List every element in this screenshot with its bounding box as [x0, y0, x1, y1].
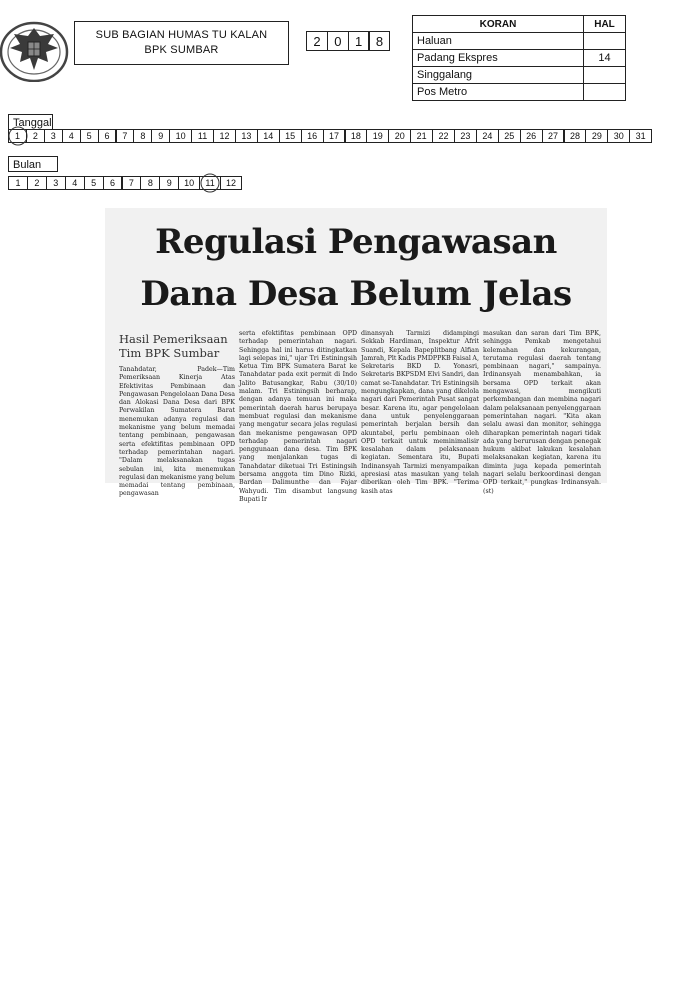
bulan-month-2: 2	[27, 176, 47, 190]
newspaper-name: Pos Metro	[413, 84, 584, 101]
tanggal-day-24: 24	[476, 129, 499, 143]
bulan-label: Bulan	[8, 156, 58, 172]
tanggal-day-21: 21	[410, 129, 433, 143]
article-column-3: dinansyah Tarmizi didampingi Sekkab Hardiman, Inspektur Afrit Suandi, Kepala Bapeplitbang Alfian Jamrah, Plt Kadis PMDPPKB Faisal A, Sekretaris BKD D. Yonasri, Sekretaris BKPSDM Elvi Sandri, dan camat se-Tanahdatar. Tri Estiningsih mengungkapkan, dana yang dikelola nagari dari Pemerintah Pusat sangat besar. Karena itu, agar pengelolaan dana untuk penyelenggaraan pemerintah berjalan bersih dan akuntabel, perlu pembinaan oleh OPD terkait untuk meminimalisir kesalahan dalam pelaksanaan kegiatan. Sementara itu, Bupati Indinansyah Tarmizi menyampaikan apresiasi atas masukan yang telah diberikan oleh Tim BPK. "Terima kasih atas	[361, 330, 479, 495]
tanggal-day-19: 19	[366, 129, 389, 143]
bulan-month-12: 12	[220, 176, 242, 190]
tanggal-day-26: 26	[520, 129, 543, 143]
article-column-4: masukan dan saran dari Tim BPK, sehingga Pemkab mengetahui kelemahan dan kekurangan, terutama regulasi daerah tentang pembinaan nagari," sampainya. Irdinansyah menambahkan, ia bersama OPD terkait akan mengawasi, mengikuti perkembangan dan membina nagari dalam pelaksanaan penyelenggaraan pemerintahan nagari. "Kita akan selalu awasi dan monitor, sehingga diharapkan pemerintah nagari tidak ada yang berurusan dengan penegak hukum akibat lakukan kesalahan melaksanakan kegiatan, karena itu diminta juga kepada pemerintah nagari selalu berkoordinasi dengan OPD terkait," pungkas Irdinansyah. (st)	[483, 330, 601, 495]
unit-line-1: SUB BAGIAN HUMAS TU KALAN	[95, 29, 268, 41]
headline-line-2: Dana Desa Belum Jelas	[140, 274, 572, 314]
bulan-month-7: 7	[121, 176, 141, 190]
hal-header: HAL	[584, 16, 626, 33]
tanggal-day-10: 10	[169, 129, 192, 143]
tanggal-row	[8, 129, 652, 143]
page-number	[584, 33, 626, 50]
tanggal-day-11: 11	[191, 129, 214, 143]
tanggal-day-31: 31	[629, 129, 652, 143]
garuda-emblem-icon	[0, 18, 72, 82]
newspaper-clipping	[105, 208, 607, 503]
tanggal-day-20: 20	[388, 129, 411, 143]
tanggal-day-18: 18	[344, 129, 367, 143]
unit-title-box	[74, 21, 289, 65]
bulan-month-1: 1	[8, 176, 28, 190]
tanggal-day-4: 4	[62, 129, 81, 143]
tanggal-day-17: 17	[323, 129, 346, 143]
newspaper-name: Singgalang	[413, 67, 584, 84]
bulan-month-11: 11	[199, 176, 221, 190]
tanggal-day-9: 9	[151, 129, 170, 143]
newspaper-table	[412, 15, 626, 101]
tanggal-day-2: 2	[26, 129, 45, 143]
bulan-month-4: 4	[65, 176, 85, 190]
page-number	[584, 84, 626, 101]
tanggal-day-28: 28	[563, 129, 586, 143]
bulan-month-3: 3	[46, 176, 66, 190]
tanggal-day-30: 30	[607, 129, 630, 143]
article-column-1: Tanahdatar, Padek—Tim Pemeriksaan Kinerja Atas Efektivitas Pembinaan dan Pengawasan Pengelolaan Dana Desa dan Alokasi Dana Desa dari BPK Perwakilan Sumatera Barat menemukan adanya regulasi dan mekanisme yang belum memadai tentang pembinaan, pengawasan serta efektifitas pembinaan OPD terhadap pemerintahan nagari. "Dalam melaksanakan tugas sebulan ini, kita menemukan regulasi dan mekanisme yang belum memadai tentang pembinaan, pengawasan	[119, 366, 235, 498]
bulan-month-5: 5	[84, 176, 104, 190]
article-column-2: serta efektifitas pembinaan OPD terhadap pemerintahan nagari. Sehingga hal ini harus ditingkatkan lagi selepas ini," ujar Tri Estiningsih Ketua Tim BPK Sumatera Barat ke Tanahdatar pada exit permit di Indo Jalito Batusangkar, Rabu (30/10) malam. Tri Estiningsih berharap, dengan adanya temuan ini maka pemerintah daerah harus berupaya membuat regulasi dan mekanisme yang mengatur secara jelas regulasi dan mekanisme pengawasan OPD terhadap pemerintah nagari penggunaan dana desa. Tim BPK yang menjalankan tugas di Tanahdatar diketuai Tri Estiningsih bersama anggota tim Dino Rizki, Bardan Dalimunthe dan Fajar Wahyudi. Tim disambut langsung Bupati Ir	[239, 330, 357, 503]
year-digit: 2	[306, 31, 328, 51]
tanggal-day-8: 8	[133, 129, 152, 143]
koran-header: KORAN	[413, 16, 584, 33]
year-digit: 8	[368, 31, 390, 51]
newspaper-name: Padang Ekspres	[413, 50, 584, 67]
bulan-month-8: 8	[140, 176, 160, 190]
year-digit: 1	[348, 31, 370, 51]
tanggal-day-6: 6	[98, 129, 117, 143]
tanggal-day-22: 22	[432, 129, 455, 143]
tanggal-day-27: 27	[542, 129, 565, 143]
unit-line-2: BPK SUMBAR	[144, 44, 219, 56]
article-subtitle: Hasil Pemeriksaan Tim BPK Sumbar	[119, 332, 228, 360]
tanggal-day-25: 25	[498, 129, 521, 143]
tanggal-day-7: 7	[115, 129, 134, 143]
tanggal-day-12: 12	[213, 129, 236, 143]
tanggal-day-1: 1	[8, 129, 27, 143]
bulan-month-10: 10	[178, 176, 200, 190]
year-digit: 0	[327, 31, 349, 51]
headline-line-1: Regulasi Pengawasan	[155, 222, 557, 262]
tanggal-day-5: 5	[80, 129, 99, 143]
bulan-month-9: 9	[159, 176, 179, 190]
newspaper-name: Haluan	[413, 33, 584, 50]
tanggal-day-16: 16	[301, 129, 324, 143]
year-boxes	[306, 31, 390, 51]
tanggal-day-14: 14	[257, 129, 280, 143]
page-number: 14	[584, 50, 626, 67]
bulan-month-6: 6	[103, 176, 123, 190]
page-number	[584, 67, 626, 84]
tanggal-day-13: 13	[235, 129, 258, 143]
tanggal-day-3: 3	[44, 129, 63, 143]
bulan-row	[8, 176, 242, 190]
tanggal-day-15: 15	[279, 129, 302, 143]
tanggal-day-23: 23	[454, 129, 477, 143]
tanggal-label: Tanggal	[8, 114, 53, 130]
tanggal-day-29: 29	[585, 129, 608, 143]
